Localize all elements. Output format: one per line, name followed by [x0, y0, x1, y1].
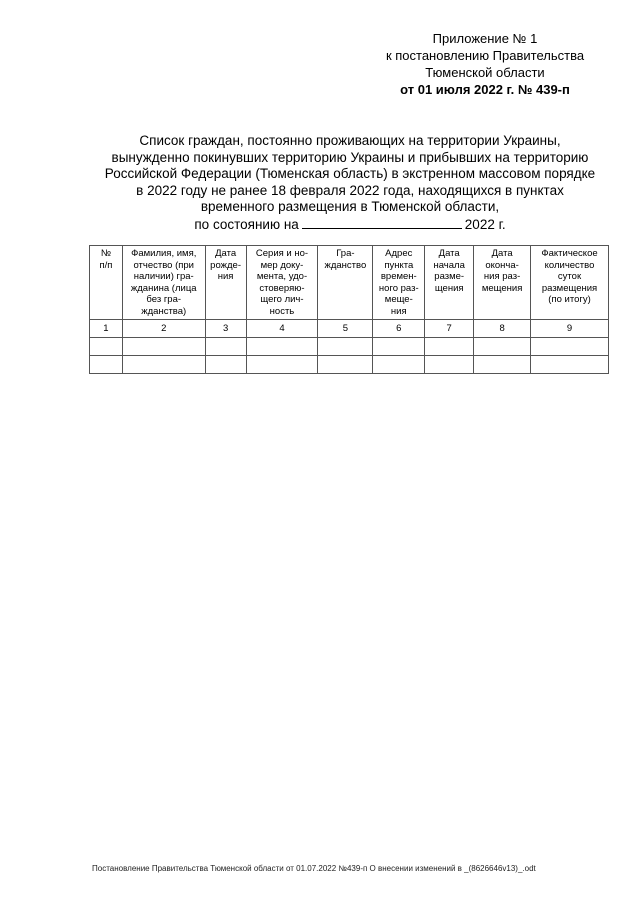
title-line-2: вынужденно покинувших территорию Украины и прибывших на территорию	[111, 149, 589, 165]
table-cell	[205, 356, 246, 374]
date-blank-line	[302, 216, 462, 229]
appendix-reference: к постановлению Правительства	[385, 48, 585, 63]
year-label: 2022 г.	[464, 216, 506, 232]
appendix-header	[360, 30, 610, 98]
citizens-table	[89, 245, 609, 374]
header-cell-number: № п/п	[90, 246, 123, 320]
column-number: 7	[425, 320, 474, 338]
header-cell-end-date: Дата оконча- ния раз- мещения	[474, 246, 531, 320]
table-row	[90, 338, 609, 356]
column-number: 2	[122, 320, 205, 338]
column-number: 9	[531, 320, 609, 338]
table-cell	[373, 356, 425, 374]
appendix-region: Тюменской области	[425, 65, 545, 80]
title-line-3: Российской Федерации (Тюменская область) в экстренном массовом порядке	[104, 166, 596, 181]
title-line-5: временного размещения в Тюменской области,	[200, 199, 500, 214]
header-cell-birth-date: Дата рожде- ния	[205, 246, 246, 320]
header-cell-address: Адрес пункта времен- ного раз- меще- ния	[373, 246, 425, 320]
table-cell	[246, 338, 318, 356]
header-cell-full-name: Фамилия, имя, отчество (при наличии) гра- жданина (лица без гра- жданства)	[122, 246, 205, 320]
column-number: 5	[318, 320, 373, 338]
table-cell	[318, 338, 373, 356]
table-cell	[246, 356, 318, 374]
title-line-4: в 2022 году не ранее 18 февраля 2022 года, находящихся в пунктах	[136, 182, 564, 198]
title-line-6	[90, 216, 610, 234]
table-row	[90, 356, 609, 374]
table-cell	[531, 356, 609, 374]
table-cell	[373, 338, 425, 356]
table-cell	[205, 338, 246, 356]
appendix-number: Приложение № 1	[432, 31, 538, 46]
header-cell-start-date: Дата начала разме- щения	[425, 246, 474, 320]
column-number: 6	[373, 320, 425, 338]
table-cell	[425, 338, 474, 356]
appendix-date: от 01 июля 2022 г. № 439-п	[400, 82, 570, 97]
document-title	[90, 133, 610, 233]
header-cell-days-count: Фактическое количество суток размещения (по итогу)	[531, 246, 609, 320]
document-footer: Постановление Правительства Тюменской области от 01.07.2022 №439-п О внесении изменений в _(8626646v13)_.odt	[92, 864, 536, 873]
header-cell-citizenship: Гра- жданство	[318, 246, 373, 320]
table-cell	[318, 356, 373, 374]
as-of-label: по состоянию на	[194, 216, 299, 232]
table-cell	[474, 356, 531, 374]
column-number: 1	[90, 320, 123, 338]
table-cell	[90, 356, 123, 374]
header-cell-id-document: Серия и но- мер доку- мента, удо- стоверяю- щего лич- ность	[246, 246, 318, 320]
title-line-1: Список граждан, постоянно проживающих на территории Украины,	[139, 133, 561, 148]
column-number: 8	[474, 320, 531, 338]
table-cell	[122, 356, 205, 374]
table-cell	[122, 338, 205, 356]
table-header-row	[90, 246, 609, 320]
table-cell	[531, 338, 609, 356]
table-cell	[90, 338, 123, 356]
column-number-row	[90, 320, 609, 338]
table-cell	[425, 356, 474, 374]
column-number: 4	[246, 320, 318, 338]
column-number: 3	[205, 320, 246, 338]
table-cell	[474, 338, 531, 356]
